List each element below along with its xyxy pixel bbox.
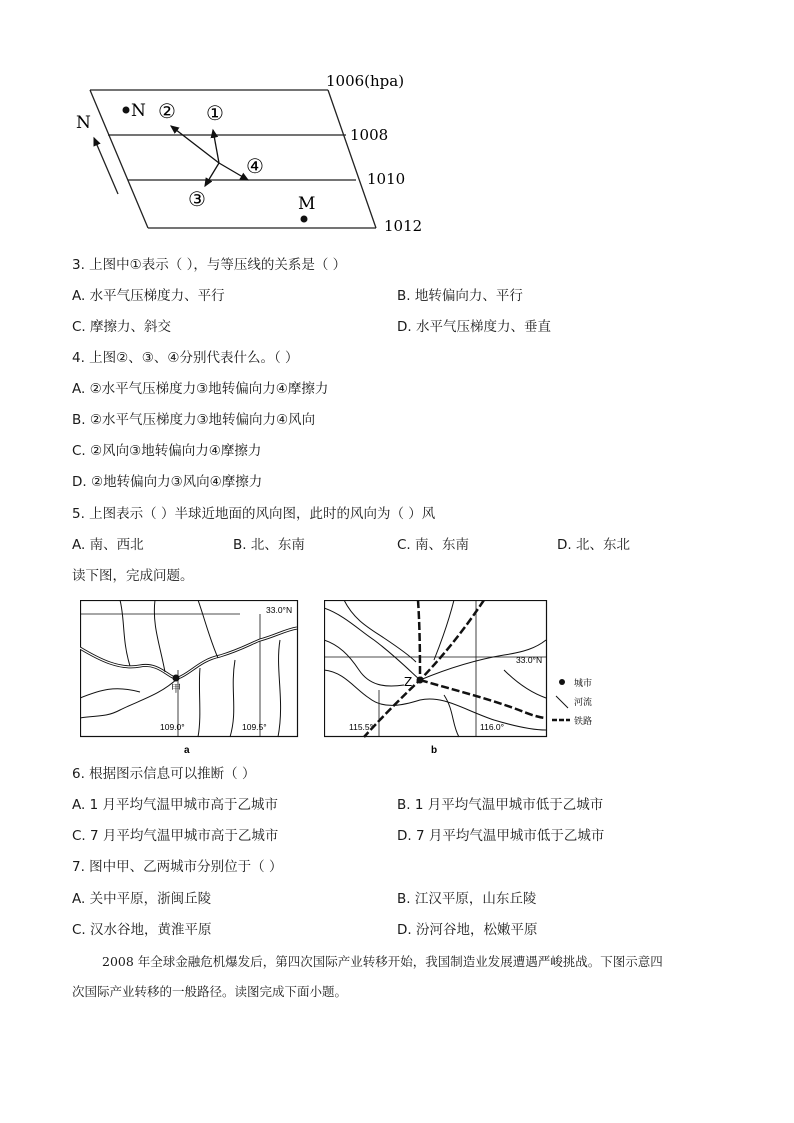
q7-option-d: D. 汾河谷地，松嫩平原	[397, 922, 538, 938]
isobar-label-1010: 1010	[367, 170, 406, 188]
map-a-city-dot	[173, 675, 180, 682]
arrow-3	[205, 163, 219, 186]
q5-option-a: A. 南、西北	[72, 537, 144, 553]
map-b-caption: b	[431, 745, 438, 756]
q3-option-c: C. 摩擦力、斜交	[72, 319, 172, 335]
circle-label-4: ④	[246, 154, 264, 178]
q6-option-a: A. 1 月平均气温甲城市高于乙城市	[72, 797, 278, 813]
question-3-stem: 3. 上图中①表示（ ），与等压线的关系是（ ）	[72, 257, 347, 273]
map-a-main-river	[80, 628, 297, 678]
point-m-dot	[301, 216, 308, 223]
map-a	[80, 600, 302, 758]
map-b-railway-2	[364, 600, 484, 737]
arrow-4	[219, 163, 248, 180]
legend-city-label: 城市	[574, 679, 593, 689]
map-a-lat-label: 33.0°N	[266, 605, 293, 615]
q7-option-c: C. 汉水谷地，黄淮平原	[72, 922, 212, 938]
north-label: N	[76, 113, 91, 133]
legend-river-icon	[556, 696, 568, 708]
isobar-label-1012: 1012	[384, 217, 423, 235]
map-a-lon1-label: 109.0°	[160, 722, 185, 732]
q3-option-a: A. 水平气压梯度力、平行	[72, 288, 225, 304]
point-n-dot	[123, 107, 130, 114]
circle-label-2: ②	[158, 99, 176, 123]
isobar-diagram	[70, 68, 430, 238]
q7-option-a: A. 关中平原，浙闽丘陵	[72, 891, 212, 907]
map-b-lon1-label: 115.5°	[349, 722, 374, 732]
q6-option-c: C. 7 月平均气温甲城市高于乙城市	[72, 828, 279, 844]
intro-paragraph-line-1: 2008 年全球金融危机爆发后，第四次国际产业转移开始，我国制造业发展遭遇严峻挑战。下图示意四	[102, 954, 663, 969]
arrow-2	[171, 126, 219, 163]
map-a-lon2-label: 109.5°	[242, 722, 267, 732]
map-b-lon2-label: 116.0°	[480, 722, 505, 732]
q5-option-c: C. 南、东南	[397, 537, 470, 553]
question-7-stem: 7. 图中甲、乙两城市分别位于（ ）	[72, 859, 283, 875]
q4-option-d: D. ②地转偏向力③风向④摩擦力	[72, 474, 263, 490]
point-m-label: M	[298, 194, 316, 214]
legend-river-label: 河流	[574, 698, 593, 708]
map-b-city-dot	[417, 677, 424, 684]
map-b	[324, 600, 614, 758]
q5-option-d: D. 北、东北	[557, 537, 630, 553]
map-b-railway-1	[418, 600, 420, 680]
legend-city-icon	[559, 679, 565, 685]
map-a-caption: a	[184, 745, 190, 756]
q5-option-b: B. 北、东南	[233, 537, 305, 553]
map-b-railway-3	[420, 680, 546, 718]
q3-option-d: D. 水平气压梯度力、垂直	[397, 319, 551, 335]
circle-label-1: ①	[206, 101, 224, 125]
question-4-stem: 4. 上图②、③、④分别代表什么。（ ）	[72, 350, 299, 366]
q4-option-a: A. ②水平气压梯度力③地转偏向力④摩擦力	[72, 381, 329, 397]
question-5-stem: 5. 上图表示（ ）半球近地面的风向图，此时的风向为（ ）风	[72, 506, 436, 522]
q3-option-b: B. 地转偏向力、平行	[397, 288, 523, 304]
q4-option-c: C. ②风向③地转偏向力④摩擦力	[72, 443, 262, 459]
q6-option-b: B. 1 月平均气温甲城市低于乙城市	[397, 797, 604, 813]
q4-option-b: B. ②水平气压梯度力③地转偏向力④风向	[72, 412, 316, 428]
q6-option-d: D. 7 月平均气温甲城市低于乙城市	[397, 828, 605, 844]
map-b-city-label: Z	[404, 675, 413, 689]
q7-option-b: B. 江汉平原，山东丘陵	[397, 891, 537, 907]
isobar-label-1008: 1008	[350, 126, 389, 144]
map-b-lat-label: 33.0°N	[516, 655, 543, 665]
map-a-city-label: 甲	[171, 684, 181, 695]
read-prompt: 读下图，完成问题。	[72, 568, 194, 584]
intro-paragraph	[72, 947, 732, 1007]
circle-label-3: ③	[188, 187, 206, 211]
isobar-label-1006: 1006(hpa)	[326, 72, 405, 90]
point-n-label: N	[131, 101, 146, 121]
intro-paragraph-line-2: 次国际产业转移的一般路径。读图完成下面小题。	[72, 984, 348, 999]
question-6-stem: 6. 根据图示信息可以推断（ ）	[72, 766, 256, 782]
legend-railway-label: 铁路	[574, 717, 593, 727]
